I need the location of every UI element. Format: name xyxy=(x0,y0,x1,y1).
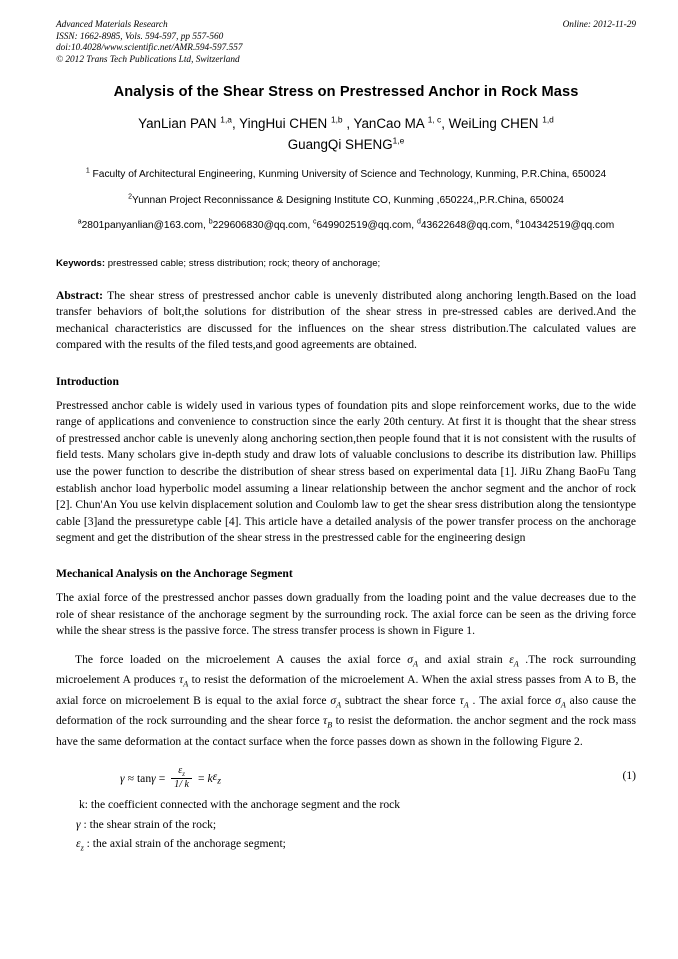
author-name: YanCao MA xyxy=(353,116,428,131)
eq-equals-1: = xyxy=(158,771,166,785)
journal-doi: doi:10.4028/www.scientific.net/AMR.594-597.557 xyxy=(56,43,243,54)
eq-fraction xyxy=(171,766,192,790)
author-name: GuangQi SHENG xyxy=(287,137,393,152)
journal-issn: ISSN: 1662-8985, Vols. 594-597, pp 557-560 xyxy=(56,31,224,42)
author-affil-marker: 1,b xyxy=(330,114,343,125)
affiliation-text: Yunnan Project Reconnissance & Designing Institute CO, Kunming ,650224,,P.R.China, 650024 xyxy=(131,195,564,206)
email-marker: a xyxy=(77,218,82,226)
par-text: to resist the deformation. the anchor segment and the rock mass have the same deformation at the contact surface when the force passes down as shown in the following Figure 2. xyxy=(56,714,636,748)
abstract-block xyxy=(56,288,636,354)
mechanical-paragraph-2 xyxy=(56,650,636,753)
author-name: YanLian PAN xyxy=(138,116,221,131)
author-affil-marker: 1,a xyxy=(220,114,232,125)
author-separator: , xyxy=(231,116,240,131)
keywords-label: Keywords: xyxy=(56,258,106,269)
nomenclature-item-gamma xyxy=(56,815,636,835)
par-text: The force loaded on the microelement A causes the axial force xyxy=(75,652,408,666)
journal-header-left xyxy=(56,20,476,66)
eq-fraction-numerator: $\varepsilon_z$ xyxy=(178,765,185,779)
eq-equals-2: = xyxy=(197,771,205,785)
abstract-label: Abstract: xyxy=(56,289,104,302)
journal-header xyxy=(56,20,636,70)
math-sigma-a: $\sigma_A$ xyxy=(330,693,342,710)
introduction-paragraph: Prestressed anchor cable is widely used in various types of foundation pits and slope reinforcement works, due to the wide range of applications and convenience to construction since the early 20th century. At first it is thought that the shear stress of prestressed anchor cable is unevenly along anchoring section,then people found that it is not consistent with the rusults of field tests. Many scholars give in-depth study and draw lots of valuable conclusions to describe its distribution law. Phillips use the power function to describe the distribution of shear stress based on experimental data [1]. JiRu Zhang BaoFu Tang establish anchor load hyperbolic model assuming a linear relationship between the anchor segment and the anchor of rock [2]. Chun'An You use kelvin displacement solution and Coulomb law to get the shear sress distribution along the tensiontype cable [3]and the pressuretype cable [4]. This article have a detailed analysis of the power transfer process on the anchorage segment and get the distribution of the shear stress in the prestressed cable for the engineering design xyxy=(56,398,636,545)
equation-1-number: (1) xyxy=(622,769,636,783)
section-heading-introduction: Introduction xyxy=(56,374,119,388)
eq-tan: tan xyxy=(136,771,152,785)
math-tau-a: $\tau_A$ xyxy=(459,693,469,710)
journal-copyright: © 2012 Trans Tech Publications Ltd, Switzerland xyxy=(56,54,240,65)
eq-gamma-2: γ xyxy=(151,771,156,785)
author-separator: , xyxy=(342,116,354,131)
eq-fraction-denominator: 1/ k xyxy=(171,778,192,791)
nomenclature-symbol: $\varepsilon_z$ xyxy=(76,837,84,853)
page-content xyxy=(56,20,636,854)
math-epsilon-a: $\varepsilon_A$ xyxy=(509,652,519,669)
par-text: and axial strain xyxy=(417,652,510,666)
affiliation-1 xyxy=(56,168,636,182)
math-sigma-a: $\sigma_A$ xyxy=(555,693,566,710)
email-marker: d xyxy=(416,218,421,226)
page-title: Analysis of the Shear Stress on Prestressed Anchor in Rock Mass xyxy=(113,84,579,100)
affiliation-text: Faculty of Architectural Engineering, Kunming University of Science and Technology, Kunming, P.R.China, 650024 xyxy=(89,169,607,180)
math-tau-a: $\tau_A$ xyxy=(179,673,189,689)
par-text: also cause the deformation of the rock surrounding and the shear force xyxy=(56,693,636,728)
mechanical-paragraph-1: The axial force of the prestressed anchor passes down gradually from the loading point and the value decreases due to the role of shear resistance of the anchorage segment by the surrounding rock. The axial force can be seen as the driving force while the shear stress is the passive force. The stress transfer process is shown in Figure 1. xyxy=(56,590,636,638)
author-affil-marker: 1,e xyxy=(392,135,405,146)
nomenclature-definition: the coefficient connected with the anchorage segment and the rock xyxy=(88,798,401,812)
section-heading-mechanical-analysis: Mechanical Analysis on the Anchorage Segment xyxy=(56,566,293,580)
par-text: subtract the shear force xyxy=(341,693,460,707)
par-text: . The axial force xyxy=(468,693,556,707)
email-marker: b xyxy=(208,218,213,226)
author-affil-marker: 1, c xyxy=(427,114,442,125)
author-affil-marker: 1,d xyxy=(542,114,554,125)
abstract-text: The shear stress of prestressed anchor cable is unevenly distributed along anchoring length.Based on the load transfer behaviors of bolt,the solutions for distribution of the shear stress in pre-stressed cables are derived.And the mechanical characteristics are discussed for the influences on the shear stress distribution.The calculated values are compared with the results of the filed tests,and good agreements are obtained. xyxy=(56,289,636,352)
author-name: YingHui CHEN xyxy=(239,116,331,131)
affiliation-marker: 2 xyxy=(128,193,132,201)
email-marker: c xyxy=(313,218,317,226)
author-name: WeiLing CHEN xyxy=(448,116,543,131)
affiliation-marker: 1 xyxy=(85,167,90,175)
affiliation-2 xyxy=(56,194,636,208)
online-date: Online: 2012-11-29 xyxy=(562,20,636,30)
equation-1-row xyxy=(56,763,636,793)
nomenclature-symbol: γ xyxy=(76,817,81,831)
eq-approx: ≈ xyxy=(127,771,134,785)
par-text: to resist the deformation of the microelement A. When the axial stress passes from A to B, the axial force on microelement B is equal to the axial force xyxy=(56,673,636,707)
email-list xyxy=(56,219,636,233)
nomenclature-item-epsilon-z xyxy=(56,834,636,854)
email-address: 2801panyanlian@163.com, xyxy=(81,220,206,231)
author-line-2 xyxy=(56,134,636,155)
nomenclature-symbol: k: xyxy=(79,798,89,812)
nomenclature-list xyxy=(56,795,636,854)
math-sigma-a: $\sigma_A$ xyxy=(407,652,418,669)
keywords-text: prestressed cable; stress distribution; rock; theory of anchorage; xyxy=(105,258,381,269)
email-address: 43622648@qq.com, xyxy=(420,220,513,231)
nomenclature-item-k xyxy=(56,795,636,815)
author-separator: , xyxy=(441,116,449,131)
author-list xyxy=(56,113,636,155)
email-marker: e xyxy=(515,218,520,226)
author-line-1 xyxy=(56,113,636,134)
math-tau-b: $\tau_B$ xyxy=(323,714,333,730)
par-text: .The rock surrounding microelement A produces xyxy=(56,652,636,687)
eq-rhs-epsilon: $\varepsilon_z$ xyxy=(212,770,222,787)
eq-rhs-k: k xyxy=(207,771,213,785)
email-address: 104342519@qq.com xyxy=(519,220,615,231)
email-address: 229606830@qq.com, xyxy=(212,220,311,231)
email-address: 649902519@qq.com, xyxy=(316,220,415,231)
keywords-line xyxy=(56,257,636,271)
equation-1-body xyxy=(120,763,221,793)
nomenclature-definition: : the axial strain of the anchorage segment; xyxy=(83,837,286,851)
journal-name: Advanced Materials Research xyxy=(56,20,168,30)
nomenclature-definition: : the shear strain of the rock; xyxy=(80,817,217,831)
eq-gamma: γ xyxy=(120,771,125,785)
